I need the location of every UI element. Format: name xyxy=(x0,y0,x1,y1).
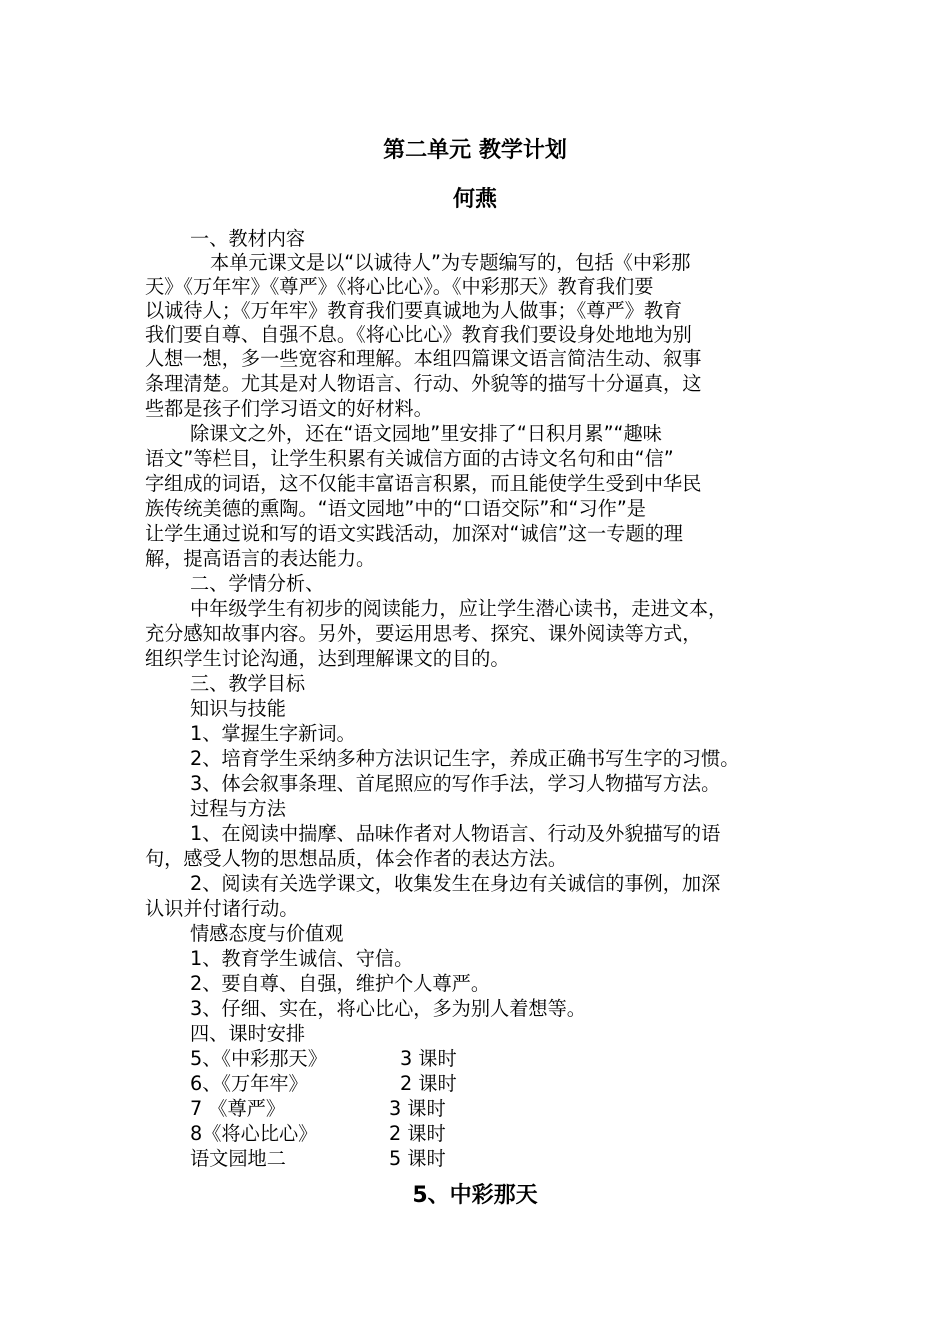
paragraph-line: 以诚待人；《万年牢》教育我们要真诚地为人做事；《尊严》教育 xyxy=(145,299,683,322)
paragraph-line: 中年级学生有初步的阅读能力，应让学生潜心读书，走进文本， xyxy=(190,597,728,620)
schedule-hours: 2 课时 xyxy=(400,1072,457,1095)
section-heading: 四、课时安排 xyxy=(190,1022,306,1045)
paragraph-line: 族传统美德的熏陶。“语文园地”中的“口语交际”和“习作”是 xyxy=(145,497,646,520)
author-name: 何燕 xyxy=(452,187,497,212)
paragraph-line: 除课文之外，还在“语文园地”里安排了“日积月累”“趣味 xyxy=(190,422,662,445)
paragraph-line: 我们要自尊、自强不息。《将心比心》教育我们要设身处地地为别 xyxy=(145,323,692,346)
paragraph-line: 字组成的词语，这不仅能丰富语言积累，而且能使学生受到中华民 xyxy=(145,472,702,495)
list-item: 2、培育学生采纳多种方法识记生字，养成正确书写生字的习惯。 xyxy=(190,747,740,770)
schedule-row xyxy=(190,1071,457,1096)
list-item: 3、仔细、实在，将心比心，多为别人着想等。 xyxy=(190,997,586,1020)
schedule-hours: 2 课时 xyxy=(389,1122,446,1145)
schedule-row xyxy=(190,1146,446,1171)
schedule-hours: 5 课时 xyxy=(389,1147,446,1170)
paragraph-line: 充分感知故事内容。另外，要运用思考、探究、课外阅读等方式， xyxy=(145,622,702,645)
paragraph-line: 让学生通过说和写的语文实践活动，加深对“诚信”这一专题的理 xyxy=(145,522,683,545)
subsection-heading: 情感态度与价值观 xyxy=(190,922,344,945)
schedule-row xyxy=(190,1121,446,1146)
list-item: 3、体会叙事条理、首尾照应的写作手法，学习人物描写方法。 xyxy=(190,772,721,795)
paragraph-line: 本单元课文是以“以诚待人”为专题编写的，包括《中彩那 xyxy=(210,251,691,274)
schedule-lesson: 语文园地二 xyxy=(190,1147,286,1170)
paragraph-line: 组织学生讨论沟通，达到理解课文的目的。 xyxy=(145,647,510,670)
section-heading: 二、学情分析、 xyxy=(190,572,325,595)
schedule-lesson: 7 《尊严》 xyxy=(190,1097,286,1120)
paragraph-line: 解，提高语言的表达能力。 xyxy=(145,547,376,570)
schedule-hours: 3 课时 xyxy=(400,1047,457,1070)
paragraph-line: 人想一想，多一些宽容和理解。本组四篇课文语言简洁生动、叙事 xyxy=(145,347,702,370)
section-heading: 三、教学目标 xyxy=(190,672,306,695)
paragraph-line: 天》《万年牢》《尊严》《将心比心》。《中彩那天》教育我们要 xyxy=(145,275,654,298)
subsection-heading: 知识与技能 xyxy=(190,697,286,720)
schedule-row xyxy=(190,1096,446,1121)
lesson-title: 5、中彩那天 xyxy=(412,1183,538,1208)
paragraph-line: 条理清楚。尤其是对人物语言、行动、外貌等的描写十分逼真，这 xyxy=(145,372,702,395)
paragraph-line: 语文”等栏目，让学生积累有关诚信方面的古诗文名句和由“信” xyxy=(145,447,674,470)
list-item: 2、要自尊、自强，维护个人尊严。 xyxy=(190,972,491,995)
paragraph-line: 些都是孩子们学习语文的好材料。 xyxy=(145,397,433,420)
paragraph-line: 认识并付诸行动。 xyxy=(145,897,299,920)
schedule-hours: 3 课时 xyxy=(389,1097,446,1120)
paragraph-line: 1、在阅读中揣摩、品味作者对人物语言、行动及外貌描写的语 xyxy=(190,822,721,845)
section-heading: 一、教材内容 xyxy=(190,227,306,250)
paragraph-line: 句，感受人物的思想品质，体会作者的表达方法。 xyxy=(145,847,568,870)
schedule-lesson: 6、《万年牢》 xyxy=(190,1072,308,1095)
schedule-lesson: 5、《中彩那天》 xyxy=(190,1047,327,1070)
schedule-row xyxy=(190,1046,457,1071)
paragraph-line: 2、阅读有关选学课文，收集发生在身边有关诚信的事例，加深 xyxy=(190,872,721,895)
list-item: 1、掌握生字新词。 xyxy=(190,722,356,745)
document-title: 第二单元 教学计划 xyxy=(383,138,567,163)
schedule-lesson: 8《将心比心》 xyxy=(190,1122,318,1145)
list-item: 1、教育学生诚信、守信。 xyxy=(190,947,414,970)
subsection-heading: 过程与方法 xyxy=(190,797,286,820)
